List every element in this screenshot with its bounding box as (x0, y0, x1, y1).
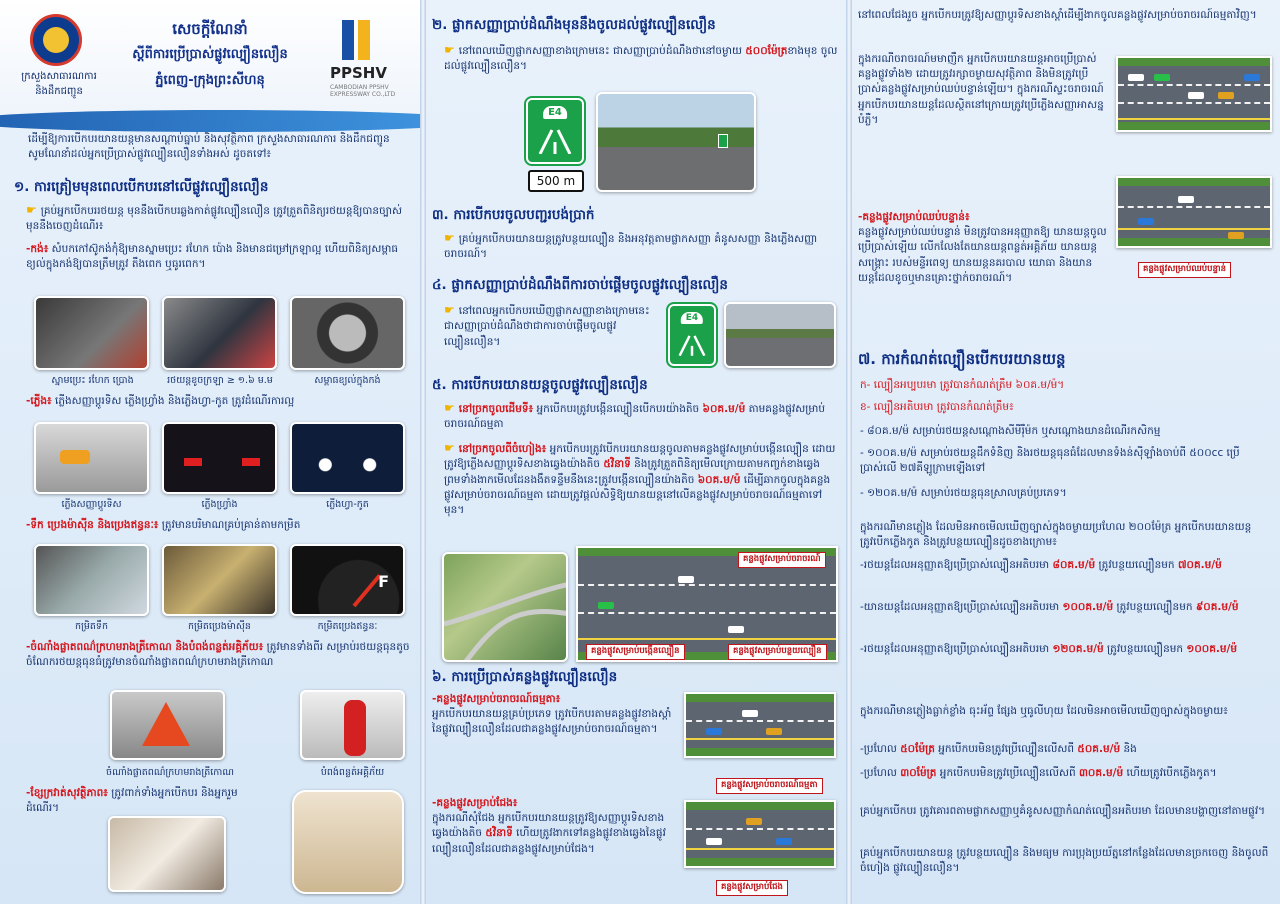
triangle-extinguisher-check: -ចំណាំងផ្លាតពណ៌ក្រហមរាងត្រីកោណ និងបំពង់ពន្លត់អគ្គិភ័យ៖ ត្រូវមានទាំងពីរ សម្រាប់រថយន្តធុនតូច ចំណែករថយន្តធុនធំត្រូវមានចំណាំងផ្លាតពណ៌ក្រហមរាងត្រីកោណ (26, 641, 410, 669)
heavy-rule-2: -ប្រហែល ៣០ម៉ែត្រ អ្នកបើកបរមិនត្រូវប្រើល្បឿនលើសពី ៣០គ.ម/ម៉ ហើយត្រូវបើកភ្លើងកូត។ (860, 767, 1217, 779)
section-4-text: ☛ នៅពេលអ្នកបើកបរឃើញផ្លាកសញ្ញាខាងក្រោមនេះ ជាសញ្ញាប្រាប់ដំណឹងថាជាការចាប់ផ្តើមចូលផ្លូវល្បឿនលឿន។ (444, 303, 650, 348)
section-6-title: ៦. ការប្រើប្រាស់គន្លងផ្លូវល្បឿនលឿន (432, 669, 618, 685)
caption-light-3: ភ្លើងហ្វា-កូត (326, 499, 369, 510)
closing-text-2: គ្រប់អ្នកបើកបរយានយន្ត ត្រូវបន្ថយល្បឿន និងមធ្យម ការប្រុងប្រយ័ត្ននៅកន្លែងដែលមានច្រកចេញ និងចូលពីចំហៀង ផ្លូវល្បឿនលឿន។ (860, 847, 1269, 875)
distance-plate: 500 m (528, 170, 584, 192)
section-5-side-entry: ☛ នៅច្រកចូលពីចំហៀង៖ អ្នកបើកបរត្រូវបើកបរយានយន្តចូលតាមគន្លងផ្លូវសម្រាប់បង្កើនល្បឿន ដោយត្រូវឱ្យភ្លើងសញ្ញាប្តូរទិសខាងឆ្វេងយ៉ាងតិច ៥វិនាទី និងត្រូវត្រួតពិនិត្យមើលក្រោយតាមកញ្ចក់ខាងឆ្វេង ព្រមទាំងងាកមើលដែនងងឹតទន្ទឹមនឹងនេះត្រូវបង្កើនល្បឿនយ៉ាងតិច ៦០គ.ម/ម៉ ដើម្បីឆាកចូលក្នុងគន្លងផ្លូវសម្រាប់ចរាចរណ៍ធម្មតា ដោយត្រូវផ្តល់សិទ្ធិឱ្យយានយន្តនៅលើគន្លងផ្លូវសម្រាប់ចរាចរណ៍ធម្មតាទៅមុន។ (444, 441, 836, 517)
expressway-photo (724, 302, 836, 368)
heavy-rule-1: -ប្រហែល ៥០ម៉ែត្រ អ្នកបើកបរមិនត្រូវប្រើល្បឿនលើសពី ៥០គ.ម/ម៉ និង (860, 743, 1137, 755)
caption-fluid-2: កម្រិតប្រេងម៉ាស៊ីន (188, 621, 251, 632)
fluid-check: -ទឹក ប្រេងម៉ាស៊ីន និងប្រេងឥន្ធនៈ៖ ត្រូវមានបរិមាណគ្រប់គ្រាន់តាមកម្រិត (26, 519, 301, 531)
section-4-title: ៤. ផ្លាកសញ្ញាប្រាប់ដំណឹងពីការចាប់ផ្តើមចូលផ្លូវល្បឿនលឿន (432, 277, 728, 293)
lights-check: -ភ្លើង៖ ភ្លើងសញ្ញាប្តូរទិស ភ្លើងហ្វ្រាំង និងភ្លើងហ្វា-កូត ត្រូវដំណើរការល្អ (26, 395, 295, 407)
tire-crack-photo (34, 296, 149, 370)
pointing-hand-icon: ☛ (444, 401, 455, 415)
intro-text: ដើម្បីឱ្យការបើកបរយានយន្តមានសណ្តាប់ធ្នាប់ និងសុវត្ថិភាព ក្រសួងសាធារណការ និងដឹកជញ្ជូន សូមណែនាំដល់អ្នកប្រើប្រាស់ផ្លូវល្បឿនលឿនទាំងអស់ ដូចតទៅ៖ (28, 133, 390, 161)
return-lane-text: នៅពេលជែងរួច អ្នកបើកបរត្រូវឱ្យសញ្ញាប្តូរទិសខាងស្តាំដើម្បីងាកចូលគន្លងផ្លូវសម្រាប់ចរាចរណ៍ធម្មតាវិញ។ (858, 9, 1257, 21)
rain-rule-1: -រថយន្តដែលអនុញ្ញាតឱ្យប្រើប្រាស់ល្បឿនអតិបរមា ៨០គ.ម/ម៉ ត្រូវបន្ថយល្បឿនមក ៧០គ.ម/ម៉ (860, 559, 1222, 571)
max-speed: ខ- ល្បឿនអតិបរមា ត្រូវបានកំណត់ត្រឹម៖ (860, 401, 1014, 413)
section-6-passing-lane: -គន្លងផ្លូវសម្រាប់ជែង៖ ក្នុងករណីសុំជែង អ្នកបើកបរយានយន្តត្រូវឱ្យសញ្ញាប្តូរទិសខាងឆ្វេងយ៉ាងតិច ៥វិនាទី ហើយត្រូវងាកទៅគន្លងផ្លូវខាងឆ្វេងនៃផ្លូវល្បឿនលឿនដែលជាគន្លងផ្លូវសម្រាប់ជែង។ (432, 797, 666, 855)
rain-rule-3: -រថយន្តដែលអនុញ្ញាតឱ្យប្រើប្រាស់ល្បឿនអតិបរមា ១២០គ.ម/ម៉ ត្រូវបន្ថយល្បឿនមក ១០០គ.ម/ម៉ (860, 643, 1238, 655)
section-3-text: ☛ គ្រប់អ្នកបើកបរយានយន្តត្រូវបន្ថយល្បឿន និងអនុវត្តតាមផ្លាកសញ្ញា គំនូសសញ្ញា និងភ្លើងសញ្ញាចរាចរណ៍។ (444, 231, 818, 261)
rain-rule-2: -យានយន្តដែលអនុញ្ញាតឱ្យប្រើប្រាស់ល្បឿនអតិបរមា ១០០គ.ម/ម៉ ត្រូវបន្ថយល្បឿនមក ៩០គ.ម/ម៉ (860, 601, 1239, 613)
caption-extinguisher: បំពង់ពន្លត់អគ្គិភ័យ (320, 767, 385, 778)
tag-normal-lane: គន្លងផ្លូវសម្រាប់ចរាចរណ៍ធម្មតា (716, 778, 823, 794)
panel-middle (426, 0, 846, 904)
section-5-main-entry: ☛ នៅច្រកចូលដើមទី៖ អ្នកបើកបរត្រូវបង្កើនល្បឿនបើកបរយ៉ាងតិច ៦០គ.ម/ម៉ តាមគន្លងផ្លូវសម្រាប់ចរាចរណ៍ធម្មតា (444, 401, 826, 431)
merge-lane-diagram (576, 546, 838, 662)
tag-acceleration-lane: គន្លងផ្លូវសម្រាប់បង្កើនល្បឿន (586, 644, 685, 660)
headlight-photo (290, 422, 405, 494)
caption-fluid-3: កម្រិតប្រេងឥន្ធនៈ (317, 621, 378, 632)
e4-sign-500m: E4 (526, 98, 584, 164)
tire-pressure-photo (290, 296, 405, 370)
turn-signal-photo (34, 422, 149, 494)
oil-level-photo (162, 544, 277, 616)
max-speed-2: - ១០០គ.ម/ម៉ សម្រាប់រថយន្តដឹកទំនិញ និងរថយន្តធុនធំដែលមានទំងន់ស៊ីឡាំងចាប់ពី ៥០០cc ប្រើប្រាស់លើ ២៧គីឡូក្រាមឡើងទៅ (860, 447, 1240, 475)
title-line-2: ស្តីពីការប្រើប្រាស់ផ្លូវល្បឿនលឿន (132, 47, 288, 62)
emergency-lane-text: -គន្លងផ្លូវសម្រាប់ឈប់បន្ទាន់៖ គន្លងផ្លូវសម្រាប់ឈប់បន្ទាន់ មិនត្រូវបានអនុញ្ញាតឱ្យ យានយន្តចូលប្រើប្រាស់ឡើយ លើកលែងតែយានយន្តពន្លត់អគ្គិភ័យ យានយន្តសង្គ្រោះ របស់មន្ទីរពេទ្យ យានយន្តនគរបាល យោធា និងយានយន្តដែលខូចឬមានគ្រោះថ្នាក់ចរាចរណ៍។ (858, 211, 1107, 284)
title-line-1: សេចក្តីណែនាំ (172, 20, 248, 38)
congestion-text: ក្នុងករណីចរាចរណ៍មមាញឹក អ្នកបើកបរយានយន្តអាចប្រើប្រាស់គន្លងផ្លូវទាំង២ ដោយត្រូវរក្សាចម្ងាយសុវត្ថិភាព និងមិនត្រូវប្រើប្រាស់គន្លងផ្លូវសម្រាប់ឈប់បន្ទាន់ឡើយ។ ក្នុងករណីស្ទះចរាចរណ៍ អ្នកបើកបរយានយន្តដែលស្ថិតនៅក្រោយត្រូវប្រើភ្លើងសញ្ញាអាសន្នបំភ្លឺ។ (858, 53, 1104, 126)
section-1-intro: ☛ គ្រប់អ្នកបើកបររថយន្ត មុននឹងបើកបរឆ្លងកាត់ផ្លូវល្បឿនលឿន ត្រូវត្រួតពិនិត្យរថយន្តឱ្យបានច្បាស់មុននឹងចេញដំណើរ៖ (26, 203, 403, 233)
ppshv-logo-icon (338, 20, 382, 60)
section-1-title: ១. ការត្រៀមមុនពេលបើកបរនៅលើផ្លូវល្បឿនលឿន (14, 179, 269, 195)
max-speed-1: - ៨០គ.ម/ម៉ សម្រាប់រថយន្តសណ្តោងសីមីរ៉ឺម៉ក ឬសណ្តោងយានដំណើរកសិកម្ម (860, 425, 1161, 437)
caption-light-2: ភ្លើងហ្វ្រាំង (201, 499, 238, 510)
header-wave (0, 110, 420, 132)
fire-extinguisher-photo (300, 690, 405, 760)
tag-deceleration-lane: គន្លងផ្លូវសម្រាប់បន្ថយល្បឿន (728, 644, 827, 660)
section-2-title: ២. ផ្លាកសញ្ញាប្រាប់ដំណឹងមុននឹងចូលដល់ផ្លូវល្បឿនលឿន (432, 17, 716, 33)
panel-right (852, 0, 1280, 904)
ministry-logo (30, 14, 82, 66)
section-6-normal-lane: -គន្លងផ្លូវសម្រាប់ចរាចរណ៍ធម្មតា៖ អ្នកបើកបរយានយន្តគ្រប់ប្រភេទ ត្រូវបើកបរតាមគន្លងផ្លូវខាងស្តាំនៃផ្លូវល្បឿនលឿនដែលជាគន្លងផ្លូវសម្រាប់ចរាចរណ៍ធម្មតា។ (432, 693, 672, 736)
water-level-photo (34, 544, 149, 616)
rain-intro: ក្នុងករណីមានភ្លៀង ដែលមិនអាចមើលឃើញច្បាស់ក្នុងចម្ងាយប្រហែល ២០០ម៉ែត្រ អ្នកបើកបរយានយន្តត្រូវបើកភ្លើងកូត និងត្រូវបន្ថយល្បឿនដូចខាងក្រោម៖ (860, 521, 1252, 549)
emergency-lane-diagram (1116, 176, 1272, 248)
ppshv-brand: PPSHV (330, 64, 387, 82)
section-5-title: ៥. ការបើកបរយានយន្តចូលផ្លូវល្បឿនលឿន (432, 377, 648, 393)
normal-lane-diagram (684, 692, 836, 758)
max-speed-3: - ១២០គ.ម/ម៉ សម្រាប់រថយន្តធុនស្រាលគ្រប់ប្រភេទ។ (860, 487, 1067, 499)
pointing-hand-icon: ☛ (444, 231, 455, 245)
heavy-rain-intro: ក្នុងករណីមានភ្លៀងធ្លាក់ខ្លាំង ធុះអ័ព្ទ ផ្សែង ឬធូលីហុយ ដែលមិនអាចមើលឃើញច្បាស់ក្នុងចម្ងាយ៖ (860, 705, 1228, 717)
e4-sign-start: E4 (668, 304, 716, 366)
caption-fluid-1: កម្រិតទឹក (75, 621, 108, 632)
section-3-title: ៣. ការបើកបរចូលបញ្ជរបង់ប្រាក់ (432, 207, 595, 223)
section-7-title: ៧. ការកំណត់ល្បឿនបើកបរយានយន្ត (858, 350, 1066, 368)
tire-tread-photo (162, 296, 277, 370)
road-sign-photo (596, 92, 756, 192)
caption-tire-3: សម្ពាធខ្យល់ក្នុងកង់ (314, 375, 381, 386)
caption-light-1: ភ្លើងសញ្ញាប្តូរទិស (61, 499, 122, 510)
pointing-hand-icon: ☛ (26, 203, 37, 217)
tag-emergency-lane: គន្លងផ្លូវសម្រាប់ឈប់បន្ទាន់ (1138, 262, 1231, 278)
tag-traffic-lane: គន្លងផ្លូវសម្រាប់ចរាចរណ៍ (738, 552, 826, 568)
seatbelt-check: -ខ្សែក្រវាត់សុវត្ថិភាព៖ ត្រូវពាក់ទាំងអ្នកបើកបរ និងអ្នករួមដំណើរ។ (26, 787, 238, 815)
warning-triangle-photo (110, 690, 225, 760)
panel-left (0, 0, 420, 904)
ppshv-brand-sub: CAMBODIAN PPSHV EXPRESSWAY CO.,LTD (330, 84, 396, 98)
pointing-hand-icon: ☛ (444, 441, 455, 455)
interchange-aerial-photo (442, 552, 568, 662)
caption-tire-2: រថយន្តខូចក្រឡា ≥ ១.៦ ម.ម (167, 375, 273, 386)
family-seatbelt-illustration (292, 790, 404, 894)
fuel-gauge-photo: F (290, 544, 405, 616)
ministry-name: ក្រសួងសាធារណការ និងដឹកជញ្ជូន (21, 71, 97, 97)
title-line-3: ភ្នំពេញ-ក្រុងព្រះសីហនុ (155, 73, 265, 88)
caption-triangle: ចំណាំងផ្លាតពណ៌ក្រហមរាងត្រីកោណ (106, 767, 234, 778)
passing-lane-diagram (684, 800, 836, 868)
pointing-hand-icon: ☛ (444, 303, 455, 317)
section-2-text: ☛ នៅពេលឃើញផ្លាកសញ្ញាខាងក្រោមនេះ ជាសញ្ញាប្រាប់ដំណឹងថានៅចម្ងាយ ៥០០ម៉ែត្រខាងមុខ ចូលដល់ផ្លូវល្បឿនលឿន។ (444, 43, 838, 73)
tag-passing-lane: គន្លងផ្លូវសម្រាប់ជែង (716, 880, 788, 896)
pointing-hand-icon: ☛ (444, 43, 455, 57)
closing-text-1: គ្រប់អ្នកបើកបរ ត្រូវគោរពតាមផ្លាកសញ្ញាឬគំនូសសញ្ញាកំណត់ល្បឿនអតិបរមា ដែលមានបង្ហាញនៅតាមផ្លូវ។ (860, 805, 1266, 817)
min-speed: ក- ល្បឿនអប្បបរមា ត្រូវបានកំណត់ត្រឹម ៦០គ.ម/ម៉។ (860, 379, 1065, 391)
caption-tire-1: ស្នាមប្រេះ រហែក ប្រោង (51, 375, 134, 386)
congestion-diagram (1116, 56, 1272, 132)
seatbelt-photo (108, 816, 226, 892)
tire-check: -កង់៖ សំបកកៅស៊ូកង់កុំឱ្យមានស្នាមប្រេះ រហែក ប៉ោង និងមានជម្រៅក្រឡាល្អ ហើយពិនិត្យសម្ពាធខ្យល់ក្នុងកង់ឱ្យបានត្រឹមត្រូវ តឹងពេក ឬធូរពេក។ (26, 243, 399, 271)
brake-light-photo (162, 422, 277, 494)
